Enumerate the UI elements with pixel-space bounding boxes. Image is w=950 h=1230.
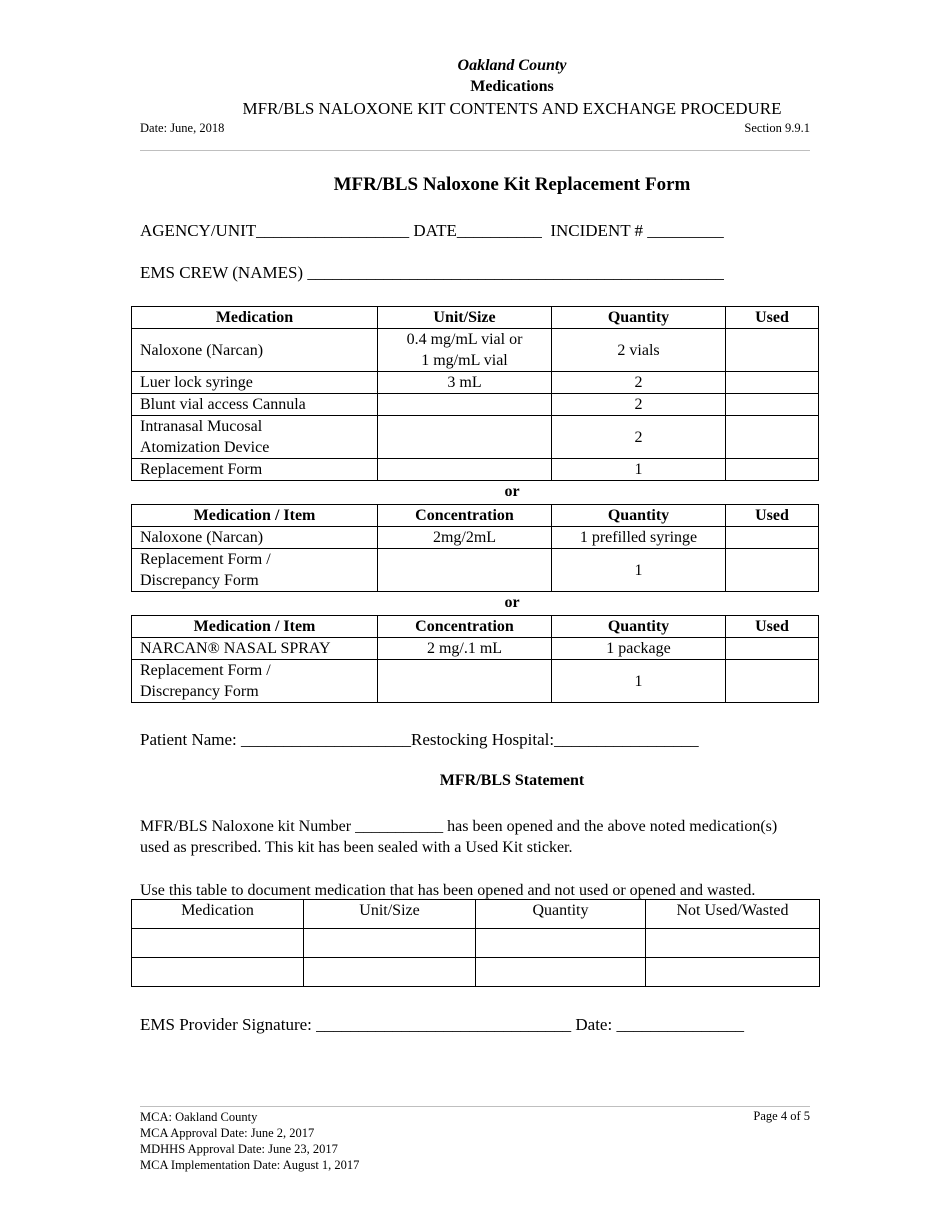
section-number: Section 9.9.1 (744, 121, 810, 135)
column-header: Not Used/Wasted (646, 900, 820, 929)
form-title: MFR/BLS Naloxone Kit Replacement Form (333, 174, 691, 195)
concentration-cell (378, 660, 552, 703)
used-cell[interactable] (726, 638, 819, 660)
footer-implementation: MCA Implementation Date: August 1, 2017 (140, 1158, 360, 1172)
medication-cell: Blunt vial access Cannula (132, 394, 378, 416)
table-header-row (132, 505, 819, 527)
blank-cell[interactable] (476, 958, 646, 987)
page-number: Page 4 of 5 (753, 1109, 810, 1123)
quantity-cell: 2 (552, 372, 726, 394)
column-header: Medication (132, 900, 304, 929)
used-cell[interactable] (726, 549, 819, 592)
medication-cell (132, 416, 378, 459)
column-header: Concentration (378, 616, 552, 638)
blank-cell[interactable] (132, 958, 304, 987)
column-header: Unit/Size (378, 307, 552, 329)
medication-line: Intranasal Mucosal (140, 418, 263, 435)
quantity-cell: 2 (552, 416, 726, 459)
medication-cell: Luer lock syringe (132, 372, 378, 394)
table-row (132, 638, 819, 660)
column-header: Used (726, 505, 819, 527)
column-header: Concentration (378, 505, 552, 527)
medication-cell (132, 660, 378, 703)
quantity-cell: 1 (552, 459, 726, 481)
quantity-cell: 2 vials (552, 329, 726, 372)
footer-mca: MCA: Oakland County (140, 1110, 258, 1124)
header-date: Date: June, 2018 (140, 121, 225, 135)
table-row (132, 459, 819, 481)
kit-contents-table-nasal-spray (131, 615, 819, 703)
statement-line-1: MFR/BLS Naloxone kit Number ___________ has been opened and the above noted medication(s) (140, 818, 778, 835)
column-header: Unit/Size (304, 900, 476, 929)
signature-date-line[interactable]: EMS Provider Signature: ______________________________ Date: _______________ (140, 1015, 744, 1034)
table-row (132, 394, 819, 416)
document-title: MFR/BLS NALOXONE KIT CONTENTS AND EXCHANGE PROCEDURE (242, 99, 782, 118)
column-header: Quantity (552, 616, 726, 638)
used-cell[interactable] (726, 459, 819, 481)
medication-cell: Naloxone (Narcan) (132, 527, 378, 549)
used-cell[interactable] (726, 372, 819, 394)
used-cell[interactable] (726, 660, 819, 703)
used-cell[interactable] (726, 329, 819, 372)
column-header: Quantity (552, 307, 726, 329)
table-row (132, 958, 820, 987)
statement-title: MFR/BLS Statement (439, 772, 585, 789)
unit-line: 1 mg/mL vial (421, 352, 508, 369)
medication-line: Discrepancy Form (140, 683, 259, 700)
waste-documentation-table (131, 899, 820, 987)
medication-cell (132, 549, 378, 592)
quantity-cell: 1 package (552, 638, 726, 660)
blank-cell[interactable] (304, 929, 476, 958)
agency-date-incident-line[interactable]: AGENCY/UNIT__________________ DATE__________ INCIDENT # _________ (140, 221, 724, 240)
kit-contents-table-syringe (131, 504, 819, 592)
concentration-cell: 2mg/2mL (378, 527, 552, 549)
concentration-cell: 2 mg/.1 mL (378, 638, 552, 660)
blank-cell[interactable] (646, 929, 820, 958)
medication-cell: Replacement Form (132, 459, 378, 481)
unit-size-cell (378, 416, 552, 459)
table-header-row (132, 307, 819, 329)
column-header: Used (726, 616, 819, 638)
table-row (132, 660, 819, 703)
statement-line-2: used as prescribed. This kit has been sealed with a Used Kit sticker. (140, 839, 573, 856)
blank-cell[interactable] (476, 929, 646, 958)
quantity-cell: 1 (552, 549, 726, 592)
medication-line: Atomization Device (140, 439, 270, 456)
column-header: Quantity (552, 505, 726, 527)
used-cell[interactable] (726, 394, 819, 416)
quantity-cell: 1 (552, 660, 726, 703)
header-divider (140, 150, 810, 151)
table-row (132, 527, 819, 549)
unit-size-cell (378, 459, 552, 481)
patient-hospital-line[interactable]: Patient Name: ____________________Restocking Hospital:_________________ (140, 730, 699, 749)
blank-cell[interactable] (132, 929, 304, 958)
waste-instruction: Use this table to document medication that has been opened and not used or opened and wasted. (140, 882, 756, 899)
unit-size-cell (378, 329, 552, 372)
unit-size-cell (378, 394, 552, 416)
quantity-cell: 1 prefilled syringe (552, 527, 726, 549)
kit-contents-table-vial (131, 306, 819, 481)
footer-mdhhs-approval: MDHHS Approval Date: June 23, 2017 (140, 1142, 338, 1156)
blank-cell[interactable] (646, 958, 820, 987)
used-cell[interactable] (726, 416, 819, 459)
table-header-row (132, 616, 819, 638)
table-row (132, 329, 819, 372)
column-header: Used (726, 307, 819, 329)
concentration-cell (378, 549, 552, 592)
column-header: Quantity (476, 900, 646, 929)
medication-line: Discrepancy Form (140, 572, 259, 589)
medication-line: Replacement Form / (140, 662, 271, 679)
unit-size-cell: 3 mL (378, 372, 552, 394)
medication-cell: Naloxone (Narcan) (132, 329, 378, 372)
blank-cell[interactable] (304, 958, 476, 987)
category-heading: Medications (470, 78, 554, 95)
table-row (132, 929, 820, 958)
footer-mca-approval: MCA Approval Date: June 2, 2017 (140, 1126, 315, 1140)
used-cell[interactable] (726, 527, 819, 549)
medication-cell: NARCAN® NASAL SPRAY (132, 638, 378, 660)
column-header: Medication / Item (132, 505, 378, 527)
ems-crew-line[interactable]: EMS CREW (NAMES) _________________________________________________ (140, 263, 724, 282)
footer-divider (140, 1106, 810, 1107)
table-row (132, 372, 819, 394)
or-separator: or (504, 483, 520, 500)
column-header: Medication / Item (132, 616, 378, 638)
or-separator: or (504, 594, 520, 611)
table-header-row (132, 900, 820, 929)
unit-line: 0.4 mg/mL vial or (406, 331, 523, 348)
county-heading: Oakland County (457, 57, 567, 74)
column-header: Medication (132, 307, 378, 329)
medication-line: Replacement Form / (140, 551, 271, 568)
table-row (132, 416, 819, 459)
table-row (132, 549, 819, 592)
quantity-cell: 2 (552, 394, 726, 416)
